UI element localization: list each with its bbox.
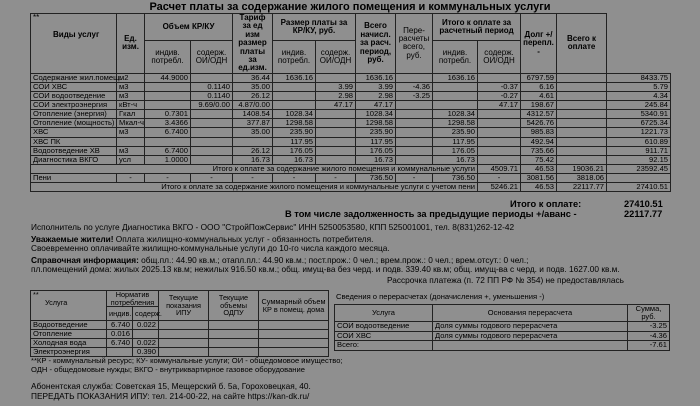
charge-cell-vol-ind [145, 92, 191, 101]
sum2-debt: 22117.77 [557, 182, 607, 191]
recalc-header-service: Услуга [335, 305, 433, 322]
charge-cell-topay-ind: 1028.34 [433, 110, 478, 119]
meter-cell-name: Электроэнергия [31, 348, 107, 357]
charge-cell-debt: 6.16 [521, 82, 557, 91]
meter-cell-empty [259, 321, 329, 330]
charge-cell-pay-odn [316, 119, 356, 128]
charge-cell-pay-odn: 2.98 [316, 92, 356, 101]
charge-cell-tariff: 377.87 [233, 119, 273, 128]
charge-cell-total: 176.05 [356, 146, 396, 155]
charge-cell-topay-ind: 117.95 [433, 137, 478, 146]
charge-cell-pay-ind: 1028.34 [273, 110, 316, 119]
charge-cell-vol-ind: 6.7400 [145, 146, 191, 155]
peni-cell: - [191, 173, 233, 182]
meters-header-service: ** Услуга [31, 291, 107, 321]
meter-cell-empty [159, 330, 209, 339]
total-value: 27410.51 [624, 199, 663, 209]
charge-cell-total: 1028.34 [356, 110, 396, 119]
meter-cell-empty [209, 330, 259, 339]
peni-grand: 3818.06 [557, 173, 607, 182]
charge-cell-pay-ind: 235.90 [273, 128, 316, 137]
charge-cell-pay-odn [316, 155, 356, 164]
charge-cell-debt: 985.83 [521, 128, 557, 137]
header-volume: Объем КР/КУ [145, 14, 233, 41]
recalc-table [334, 304, 670, 351]
charge-cell-pay-ind: 1298.58 [273, 119, 316, 128]
recalc-caption: Сведения о перерасчетах (доначисления +, уменьшения -) [336, 292, 545, 301]
header-vol-ind: индив. потребл. [145, 41, 191, 73]
charge-cell-topay-odn: -0.27 [478, 92, 521, 101]
charge-cell-topay-ind [433, 92, 478, 101]
charge-cell-name: Содержание жил.помещ. [31, 73, 117, 82]
sum-label: Итого к оплате за содержание жилого помещения и коммунальные услуги [31, 164, 478, 173]
charge-cell-name: СОИ водоотведение [31, 92, 117, 101]
recalc-row [335, 341, 670, 351]
meter-cell-empty [259, 339, 329, 348]
charge-cell-empty [557, 155, 607, 164]
recalc-cell-reason: Доля суммы годового перерасчета [433, 322, 628, 332]
charge-cell-total: 117.95 [356, 137, 396, 146]
charge-cell-vol-ind: 3.4366 [145, 119, 191, 128]
header-debt: Долг +/ перепл. - [521, 14, 557, 74]
debt-value: 22117.77 [624, 209, 663, 219]
charge-cell-name: Диагностика ВКГО [31, 155, 117, 164]
charge-cell-unit: Гкал [117, 110, 145, 119]
charge-cell-topay-odn [478, 128, 521, 137]
charge-cell-empty [557, 82, 607, 91]
charge-cell-vol-ind [145, 137, 191, 146]
charge-cell-debt: 4312.57 [521, 110, 557, 119]
sum-topay-ind: 4509.71 [478, 164, 521, 173]
sum-with-peni-row [31, 182, 671, 191]
recalc-cell-service: СОИ водоотведение [335, 322, 433, 332]
sum2-label: Итого к оплате за содержание жилого помещения и коммунальные услуги с учетом пени [31, 182, 478, 191]
footnote-1: **КР - коммунальный ресурс; КУ- коммунальные услуги; ОИ - общедомовое имущество; [31, 356, 343, 365]
header-payment: Размер платы за КР/КУ, руб. [273, 14, 356, 41]
peni-cell: - [478, 173, 521, 182]
meter-cell-odn: 0.390 [133, 348, 159, 357]
sum-topay-odn: 46.53 [521, 164, 557, 173]
charge-cell-topay-ind: 235.90 [433, 128, 478, 137]
charge-cell-unit: м3 [117, 92, 145, 101]
charge-cell-empty [557, 101, 607, 110]
header-service: ** Виды услуг [31, 14, 117, 74]
readings-info: ПЕРЕДАТЬ ПОКАЗАНИЯ ИПУ: тел. 214-00-22, на сайте https://kan-dk.ru/ [31, 391, 310, 401]
timely-payment: Своевременно оплачивайте жилищно-коммунальные услуги до 10-го числа каждого месяца. [31, 243, 390, 253]
header-pay-ind: индив. потребл. [273, 41, 316, 73]
recalc-cell-service: Всего: [335, 341, 433, 351]
charge-cell-recalc: -4.36 [396, 82, 433, 91]
meters-table [30, 290, 329, 357]
meters-header-odn: содерж. [133, 307, 159, 321]
sum-row [31, 164, 671, 173]
header-topay-odn: содерж. ОИ/ОДН [478, 41, 521, 73]
ref-rest: общ.пл.: 44.90 кв.м.; отапл.пл.: 44.90 кв.м.; пост.прож.: 0 чел.; врем.прож.: 0 чел.; врем.отсут.: 0 чел.; [138, 255, 529, 265]
charge-cell-total: 1298.58 [356, 119, 396, 128]
charge-cell-vol-odn [191, 137, 233, 146]
charge-cell-pay-odn [316, 137, 356, 146]
charge-cell-empty [557, 73, 607, 82]
charge-cell-name: Водоотведение ХВ [31, 146, 117, 155]
peni-topay: 736.50 [433, 173, 478, 182]
header-grand: Всего к оплате [557, 14, 607, 74]
charge-cell-tariff: 26.12 [233, 92, 273, 101]
charge-cell-total: 47.17 [356, 101, 396, 110]
meter-cell-empty [209, 321, 259, 330]
meter-cell-ind: 6.740 [107, 339, 133, 348]
meter-cell-name: Отопление [31, 330, 107, 339]
charge-cell-topay-odn [478, 110, 521, 119]
charge-cell-grand: 92.15 [607, 155, 671, 164]
peni-debt: 3081.56 [521, 173, 557, 182]
charge-cell-debt: 6797.59 [521, 73, 557, 82]
debt-label: В том числе задолженность за предыдущие периоды +/аванс - [285, 209, 577, 219]
charge-cell-topay-odn [478, 119, 521, 128]
charge-cell-vol-odn: 0.1140 [191, 92, 233, 101]
peni-cell: - [233, 173, 273, 182]
charge-cell-topay-ind: 1298.58 [433, 119, 478, 128]
charge-cell-grand: 1221.73 [607, 128, 671, 137]
charge-cell-vol-ind: 1.0000 [145, 155, 191, 164]
recalc-cell-service: СОИ ХВС [335, 331, 433, 341]
charge-cell-unit [117, 137, 145, 146]
recalc-header-sum: Сумма, руб. [628, 305, 670, 322]
recalc-cell-sum: -3.25 [628, 322, 670, 332]
charge-cell-recalc [396, 146, 433, 155]
charge-cell-debt: 4.61 [521, 92, 557, 101]
charge-cell-unit: м3 [117, 146, 145, 155]
dear-rest: Оплата жилищно-коммунальных услуг - обязанность потребителя. [113, 234, 374, 244]
charge-cell-pay-odn [316, 146, 356, 155]
meter-cell-empty [209, 339, 259, 348]
sum2-topay-ind: 5246.21 [478, 182, 521, 191]
charge-cell-recalc [396, 128, 433, 137]
charge-cell-tariff: 26.12 [233, 146, 273, 155]
charges-body [31, 73, 671, 164]
charge-cell-total: 16.73 [356, 155, 396, 164]
charges-table [30, 13, 671, 192]
header-vol-odn: содерж. ОИ/ОДН [191, 41, 233, 73]
charge-cell-recalc [396, 110, 433, 119]
charge-cell-vol-ind [145, 82, 191, 91]
charge-cell-pay-ind: 16.73 [273, 155, 316, 164]
meter-cell-ind: 0.016 [107, 330, 133, 339]
charge-cell-grand: 5340.91 [607, 110, 671, 119]
meter-cell-ind: 6.740 [107, 321, 133, 330]
charge-cell-total: 3.99 [356, 82, 396, 91]
header-recalc: Пере-расчеты всего, руб. [396, 14, 433, 74]
header-topay-ind: индив. потребл. [433, 41, 478, 73]
charge-cell-tariff: 4.87/0.00 [233, 101, 273, 110]
meter-cell-odn: 0.022 [133, 321, 159, 330]
charge-row [31, 128, 671, 137]
charge-cell-debt: 5426.76 [521, 119, 557, 128]
recalc-cell-reason [433, 341, 628, 351]
charge-cell-empty [557, 92, 607, 101]
recalc-cell-sum: -7.61 [628, 341, 670, 351]
charge-cell-empty [557, 119, 607, 128]
meter-cell-empty [159, 321, 209, 330]
peni-total: 736.50 [356, 173, 396, 182]
meter-row [31, 321, 329, 330]
peni-cell: - [145, 173, 191, 182]
footnote-2: ОДН - общедомовые нужды; ВКГО - внутриквартирное газовое оборудование [31, 365, 305, 374]
recalc-row [335, 331, 670, 341]
charge-cell-grand: 4.34 [607, 92, 671, 101]
charge-cell-empty [557, 146, 607, 155]
charge-cell-tariff: 16.73 [233, 155, 273, 164]
peni-cell: - [273, 173, 316, 182]
peni-label: Пени [31, 173, 117, 182]
charge-cell-unit: м2 [117, 73, 145, 82]
meters-header-total: Суммарный объем КР в помещ. дома [259, 291, 329, 321]
header-topay: Итого к оплате за расчетный период [433, 14, 521, 41]
charge-cell-tariff: 35.00 [233, 128, 273, 137]
charge-cell-unit: м3 [117, 82, 145, 91]
charge-cell-vol-odn [191, 110, 233, 119]
charge-cell-pay-odn [316, 110, 356, 119]
charge-cell-name: СОИ электроэнергия [31, 101, 117, 110]
executor-info: Исполнитель по услуге Диагностика ВКГО - ООО "СтройПожСервис" ИНН 5250053580, КПП 525001001, тел. 8(831)262-12-42 [31, 222, 515, 232]
charge-row [31, 155, 671, 164]
meters-header-row [31, 291, 329, 307]
recalc-header-reason: Основания перерасчета [433, 305, 628, 322]
charge-cell-name: СОИ ХВС [31, 82, 117, 91]
charge-cell-recalc [396, 155, 433, 164]
header-tariff: Тариф за ед изм размер платы за ед.изм. [233, 14, 273, 74]
charge-row [31, 146, 671, 155]
charge-cell-recalc [396, 137, 433, 146]
header-total: Всего начисл. за расч. период, руб. [356, 14, 396, 74]
reference-info-2: пл.помещений дома: жилых 2025.13 кв.м; нежилых 916.50 кв.м.; общ. имущ-ва без черд. и подв. 339.40 кв.м; общ. имущ-ва с черд. и подв. 1627.00 кв.м. [31, 264, 620, 274]
charge-cell-total: 1636.16 [356, 73, 396, 82]
charge-cell-recalc [396, 101, 433, 110]
charge-cell-pay-ind: 176.05 [273, 146, 316, 155]
charge-cell-total: 2.98 [356, 92, 396, 101]
recalc-header-row [335, 305, 670, 322]
peni-cell: - [316, 173, 356, 182]
charge-cell-grand: 911.71 [607, 146, 671, 155]
charge-cell-unit: кВт-ч [117, 101, 145, 110]
meter-cell-odn: 0.022 [133, 339, 159, 348]
charge-cell-topay-odn [478, 155, 521, 164]
charge-cell-topay-odn [478, 146, 521, 155]
total-label: Итого к оплате: [510, 199, 582, 209]
charge-cell-unit: м3 [117, 128, 145, 137]
ref-bold: Справочная информация: [31, 255, 139, 265]
recalc-cell-sum: -4.36 [628, 331, 670, 341]
charge-cell-debt: 735.66 [521, 146, 557, 155]
charge-cell-name: ХВС ПК [31, 137, 117, 146]
charge-cell-pay-odn [316, 128, 356, 137]
charge-cell-tariff: 36.44 [233, 73, 273, 82]
charge-cell-vol-ind: 6.7400 [145, 128, 191, 137]
meters-header-odpu: Текущие объемы ОДПУ [209, 291, 259, 321]
meters-body [31, 321, 329, 357]
charge-cell-vol-ind: 0.7301 [145, 110, 191, 119]
charge-cell-topay-ind: 16.73 [433, 155, 478, 164]
charge-cell-topay-ind: 176.05 [433, 146, 478, 155]
charge-cell-pay-ind [273, 82, 316, 91]
charge-cell-recalc [396, 119, 433, 128]
meter-cell-name: Водоотведение [31, 321, 107, 330]
charge-cell-tariff: 1408.54 [233, 110, 273, 119]
recalc-body [335, 322, 670, 351]
charge-cell-grand: 5.79 [607, 82, 671, 91]
charge-cell-topay-odn: -0.37 [478, 82, 521, 91]
charge-cell-grand: 610.89 [607, 137, 671, 146]
meters-header-ipu: Текущие показания ИПУ [159, 291, 209, 321]
charge-cell-vol-odn [191, 146, 233, 155]
charge-cell-empty [557, 128, 607, 137]
header-pay-odn: содерж. ОИ/ОДН [316, 41, 356, 73]
charge-cell-grand: 245.84 [607, 101, 671, 110]
charge-cell-vol-odn [191, 155, 233, 164]
charge-cell-tariff: 35.00 [233, 82, 273, 91]
sum-debt: 19036.21 [557, 164, 607, 173]
charge-cell-name: Отопление (энергия) [31, 110, 117, 119]
recalc-row [335, 322, 670, 332]
charge-cell-unit: усл [117, 155, 145, 164]
meter-cell-empty [259, 330, 329, 339]
charge-cell-pay-odn: 3.99 [316, 82, 356, 91]
page-title: Расчет платы за содержание жилого помещения и коммунальных услуги [149, 1, 551, 13]
recalc-cell-reason: Доля суммы годового перерасчета [433, 331, 628, 341]
charge-cell-total: 235.90 [356, 128, 396, 137]
charge-cell-vol-odn [191, 119, 233, 128]
charge-cell-grand: 6725.34 [607, 119, 671, 128]
meters-header-ind: индив. [107, 307, 133, 321]
charge-cell-topay-ind [433, 82, 478, 91]
charge-cell-vol-ind: 44.9000 [145, 73, 191, 82]
charge-cell-recalc: -3.25 [396, 92, 433, 101]
charge-cell-topay-odn: 47.17 [478, 101, 521, 110]
sum-grand: 23592.45 [607, 164, 671, 173]
dispatch-info: Абонентская служба: Советская 15, Мещерский б. 5а, Гороховецкая, 40. [31, 381, 311, 391]
charge-cell-vol-odn [191, 128, 233, 137]
charge-cell-empty [557, 137, 607, 146]
charge-cell-debt: 75.42 [521, 155, 557, 164]
charge-cell-pay-ind: 1636.16 [273, 73, 316, 82]
sum2-grand: 27410.51 [607, 182, 671, 191]
charge-cell-topay-odn [478, 137, 521, 146]
installment-note: Рассрочка платежа (п. 72 ПП РФ № 354) не предоставлялась [387, 275, 624, 285]
charge-cell-topay-ind: 1636.16 [433, 73, 478, 82]
header-unit: Ед. изм. [117, 14, 145, 74]
charges-header-row [31, 14, 671, 41]
charge-cell-grand: 8433.75 [607, 73, 671, 82]
charge-cell-vol-odn: 0.1140 [191, 82, 233, 91]
peni-cell: - [117, 173, 145, 182]
sum2-topay-odn: 46.53 [521, 182, 557, 191]
charge-cell-unit: Мкал-ч [117, 119, 145, 128]
charge-cell-pay-odn: 47.17 [316, 101, 356, 110]
meter-cell-empty [159, 339, 209, 348]
charge-cell-pay-ind: 117.95 [273, 137, 316, 146]
meter-cell-name: Холодная вода [31, 339, 107, 348]
charge-cell-debt: 492.94 [521, 137, 557, 146]
meters-header-norm: Норматив потребления [107, 291, 159, 307]
charge-cell-empty [557, 110, 607, 119]
charge-cell-vol-odn: 9.69/0.00 [191, 101, 233, 110]
charge-cell-name: ХВС [31, 128, 117, 137]
charge-cell-name: Отопление (мощность) [31, 119, 117, 128]
peni-cell: - [396, 173, 433, 182]
charge-row [31, 137, 671, 146]
dear-bold: Уважаемые жители! [31, 234, 114, 244]
charge-cell-tariff [233, 137, 273, 146]
charge-cell-pay-ind [273, 92, 316, 101]
charge-cell-debt: 198.67 [521, 101, 557, 110]
